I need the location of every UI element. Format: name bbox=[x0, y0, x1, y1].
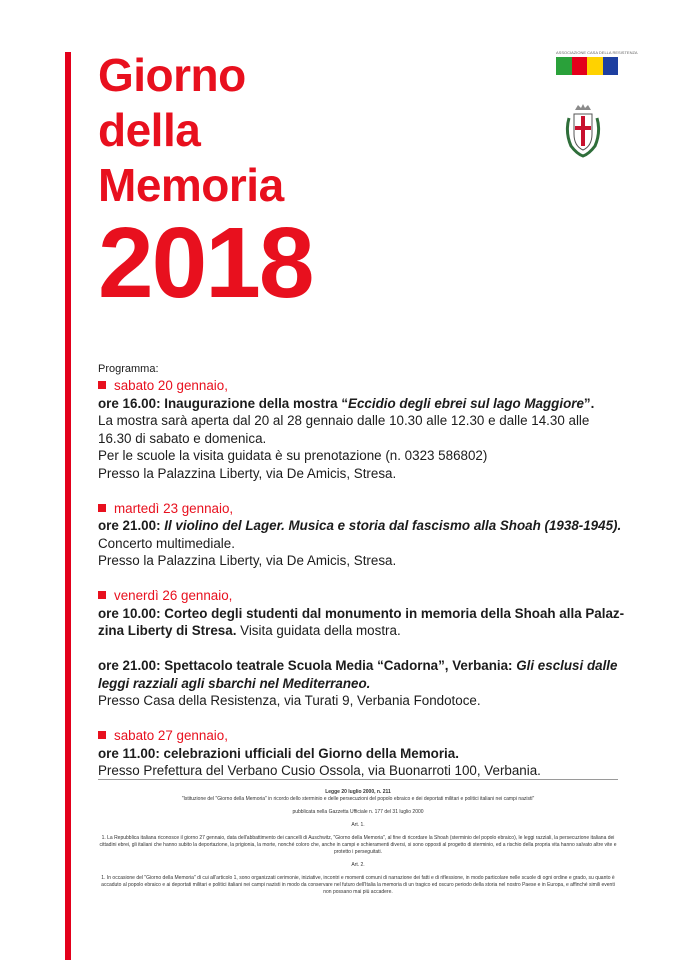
association-logo-text: ASSOCIAZIONE CASA DELLA RESISTENZA bbox=[556, 50, 638, 55]
event-line: Per le scuole la visita guidata è su prenotazione (n. 0323 586802) bbox=[98, 448, 488, 463]
law-heading: Legge 20 luglio 2000, n. 211 bbox=[325, 789, 391, 795]
event-jan-20 bbox=[98, 377, 618, 482]
event-jan-26 bbox=[98, 587, 625, 710]
event-date: sabato 20 gennaio, bbox=[98, 377, 618, 395]
event-line: ore 11.00: celebrazioni ufficiali del Giorno della Memoria. bbox=[98, 745, 459, 761]
event-jan-23 bbox=[98, 500, 622, 570]
event-date: sabato 27 gennaio, bbox=[98, 727, 618, 745]
event-line: Presso la Palazzina Liberty, via De Amicis, Stresa. bbox=[98, 553, 397, 568]
event-line: Presso la Palazzina Liberty, via De Amicis, Stresa. bbox=[98, 465, 397, 481]
association-flags-icon bbox=[556, 57, 618, 75]
event-line: Presso Prefettura del Verbano Cusio Ossola, via Buonarroti 100, Verbania. bbox=[98, 763, 541, 778]
spacer bbox=[98, 640, 618, 658]
event-line: leggi razziali agli sbarchi nel Mediterraneo. bbox=[98, 675, 371, 691]
law-art1-title: Art. 1. bbox=[351, 822, 365, 828]
law-art2-title: Art. 2. bbox=[351, 862, 365, 868]
law-art1-text: 1. La Repubblica italiana riconosce il giorno 27 gennaio, data dell'abbattimento dei cancelli di Auschwitz, "Giorno della Memoria", al fine di ricordare la Shoah (sterminio del popolo ebraico), le leggi razziali, la persecuzione italiana dei cittadini ebrei, gli italiani che hanno subito la deportazione, la prigionia, la morte, nonché coloro che, anche in campi e schieramenti diversi, si sono opposti al progetto di sterminio, ed a rischio della propria vita hanno salvato altre vite e protetto i perseguitati. bbox=[99, 835, 617, 855]
event-line: Presso Casa della Resistenza, via Turati 9, Verbania Fondotoce. bbox=[98, 693, 481, 708]
association-logo bbox=[556, 50, 638, 75]
program-section bbox=[98, 362, 625, 797]
divider bbox=[98, 779, 618, 780]
event-line: ore 21.00: Spettacolo teatrale Scuola Media “Cadorna”, Verbania: Gli esclusi dalle bbox=[98, 658, 618, 673]
title-line-3: Memoria bbox=[98, 159, 284, 211]
square-bullet-icon bbox=[98, 504, 106, 512]
poster-title bbox=[98, 48, 313, 319]
event-line: zina Liberty di Stresa. Visita guidata della mostra. bbox=[98, 623, 401, 638]
title-year: 2018 bbox=[98, 207, 313, 319]
event-line: ore 10.00: Corteo degli studenti dal monumento in memoria della Shoah alla Palaz- bbox=[98, 605, 625, 621]
event-line: 16.30 di sabato e domenica. bbox=[98, 430, 267, 446]
square-bullet-icon bbox=[98, 591, 106, 599]
event-line: ore 21.00: Il violino del Lager. Musica e storia dal fascismo alla Shoah (1938-1945). bbox=[98, 518, 622, 533]
event-date: martedì 23 gennaio, bbox=[98, 500, 618, 518]
law-published: pubblicata nella Gazzetta Ufficiale n. 177 del 31 luglio 2000 bbox=[292, 809, 424, 815]
red-vertical-rule bbox=[65, 52, 71, 960]
law-text bbox=[98, 789, 618, 896]
title-line-2: della bbox=[98, 104, 201, 156]
event-date: venerdì 26 gennaio, bbox=[98, 587, 618, 605]
square-bullet-icon bbox=[98, 381, 106, 389]
municipal-crest-icon bbox=[565, 102, 601, 158]
event-jan-27 bbox=[98, 727, 618, 780]
event-line: ore 16.00: Inaugurazione della mostra “Eccidio degli ebrei sul lago Maggiore”. bbox=[98, 395, 595, 411]
event-line: Concerto multimediale. bbox=[98, 535, 235, 551]
square-bullet-icon bbox=[98, 731, 106, 739]
title-line-1: Giorno bbox=[98, 49, 246, 101]
law-subtitle: "Istituzione del "Giorno della Memoria" in ricordo dello sterminio e delle persecuzioni del popolo ebraico e dei deportati militari e politici italiani nei campi nazisti" bbox=[181, 796, 535, 802]
event-line: La mostra sarà aperta dal 20 al 28 gennaio dalle 10.30 alle 12.30 e dalle 14.30 alle bbox=[98, 413, 590, 428]
program-label: Programma: bbox=[98, 363, 159, 375]
law-art2-text: 1. In occasione del "Giorno della Memoria" di cui all'articolo 1, sono organizzati cerimonie, iniziative, incontri e momenti comuni di narrazione dei fatti e di riflessione, in modo particolare nelle scuole di ogni ordine e grado, su quanto è accaduto al popolo ebraico e ai deportati militari e politici italiani nei campi nazisti in modo da conservare nel futuro dell'Italia la memoria di un tragico ed oscuro periodo della storia nel nostro Paese e in Europa, e affinché simili eventi non possano mai più accadere. bbox=[101, 875, 615, 895]
